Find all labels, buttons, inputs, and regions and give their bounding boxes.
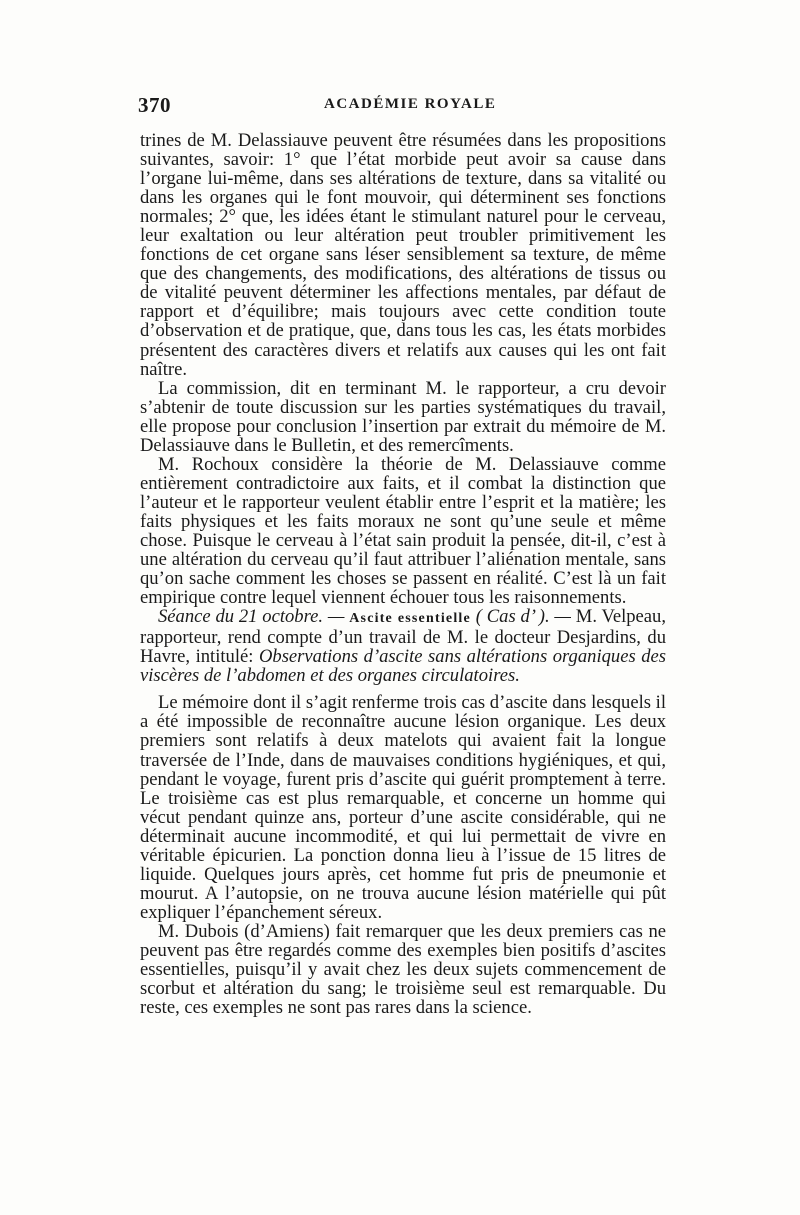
seance-text: M. Velpeau, rapporteur, rend compte d’un travail de M. le docteur Desjardins, du Havre, intitulé: bbox=[140, 606, 666, 668]
running-title: ACADÉMIE ROYALE bbox=[324, 96, 497, 112]
running-head bbox=[138, 93, 666, 123]
paragraph-commission: La commission, dit en terminant M. le rapporteur, a cru devoir s’abtenir de toute discussion sur les parties systématiques du travail, elle propose pour conclusion l’insertion par extrait du mémoire de M. Delassiauve dans le Bulletin, et des remercîments. bbox=[140, 377, 666, 456]
paragraph-rochoux: M. Rochoux considère la théorie de M. Delassiauve comme entièrement contradictoire aux faits, et il combat la distinction que l’auteur et le rapporteur veulent établir entre l’esprit et la matière; les faits physiques et les faits moraux ne sont qu’une seule et même chose. Puisque le cerveau à l’état sain produit la pensée, dit-il, c’est à une altération du cerveau qu’il faut attribuer l’aliénation mentale, sans qu’on sache comment les choses se passent en réalité. C’est là un fait empirique contre lequel viennent échouer tous les raisonnements. bbox=[140, 453, 666, 609]
paragraph-seance bbox=[140, 607, 666, 685]
body-text bbox=[140, 131, 666, 1017]
session-date: Séance du 21 octobre. — bbox=[158, 606, 345, 628]
paragraph-continuation: trines de M. Delassiauve peuvent être résumées dans les propositions suivantes, savoir: 1° que l’état morbide peut avoir sa cause dans l’organe lui-même, dans ses altérations de texture, dans sa vitalité ou dans les organes qui le font mouvoir, qui déterminent ses fonctions normales; 2° que, les idées étant le stimulant naturel pour le cerveau, leur exaltation ou leur altération peut troubler primitivement les fonctions de cet organe sans léser sensiblement sa texture, de même que des changements, des modifications, des altérations de tissus ou de vitalité peuvent déterminer les affections mentales, par défaut de rapport et d’équilibre; mais toujours avec cette condition toute d’observation et de pratique, que, dans tous les cas, les états morbides présentent des caractères divers et relatifs aux causes qui les ont fait naître. bbox=[140, 130, 666, 380]
case-note: ( Cas d’ ). — bbox=[475, 606, 571, 628]
section-title: Ascite essentielle bbox=[349, 611, 471, 627]
paragraph-memoire: Le mémoire dont il s’agit renferme trois cas d’ascite dans lesquels il a été impossible de reconnaître aucune lésion organique. Les deux premiers sont relatifs à deux matelots qui avaient fait la longue traversée de l’Inde, dans de mauvaises conditions hygiéniques, et qui, pendant le voyage, furent pris d’ascite qui guérit promptement à terre. Le troisième cas est plus remarquable, et concerne un homme qui vécut pendant quinze ans, porteur d’une ascite considérable, qui ne déterminait aucune incommodité, et qui lui permettait de vivre en véritable épicurien. La ponction donna lieu à l’issue de 15 litres de liquide. Quelques jours après, cet homme fut pris de pneumonie et mourut. A l’autopsie, on ne trouva aucune lésion matérielle qui pût expliquer l’épanchement séreux. bbox=[140, 692, 666, 923]
work-title: Observations d’ascite sans altérations organiques des viscères de l’abdomen et des organes circulatoires. bbox=[140, 646, 667, 687]
paragraph-dubois: M. Dubois (d’Amiens) fait remarquer que les deux premiers cas ne peuvent pas être regardés comme des exemples bien positifs d’ascites essentielles, puisqu’il y avait chez les deux sujets commencement de scorbut et altération du sang; le troisième seul est remarquable. Du reste, ces exemples ne sont pas rares dans la science. bbox=[140, 920, 666, 1019]
page-number: 370 bbox=[138, 93, 171, 117]
